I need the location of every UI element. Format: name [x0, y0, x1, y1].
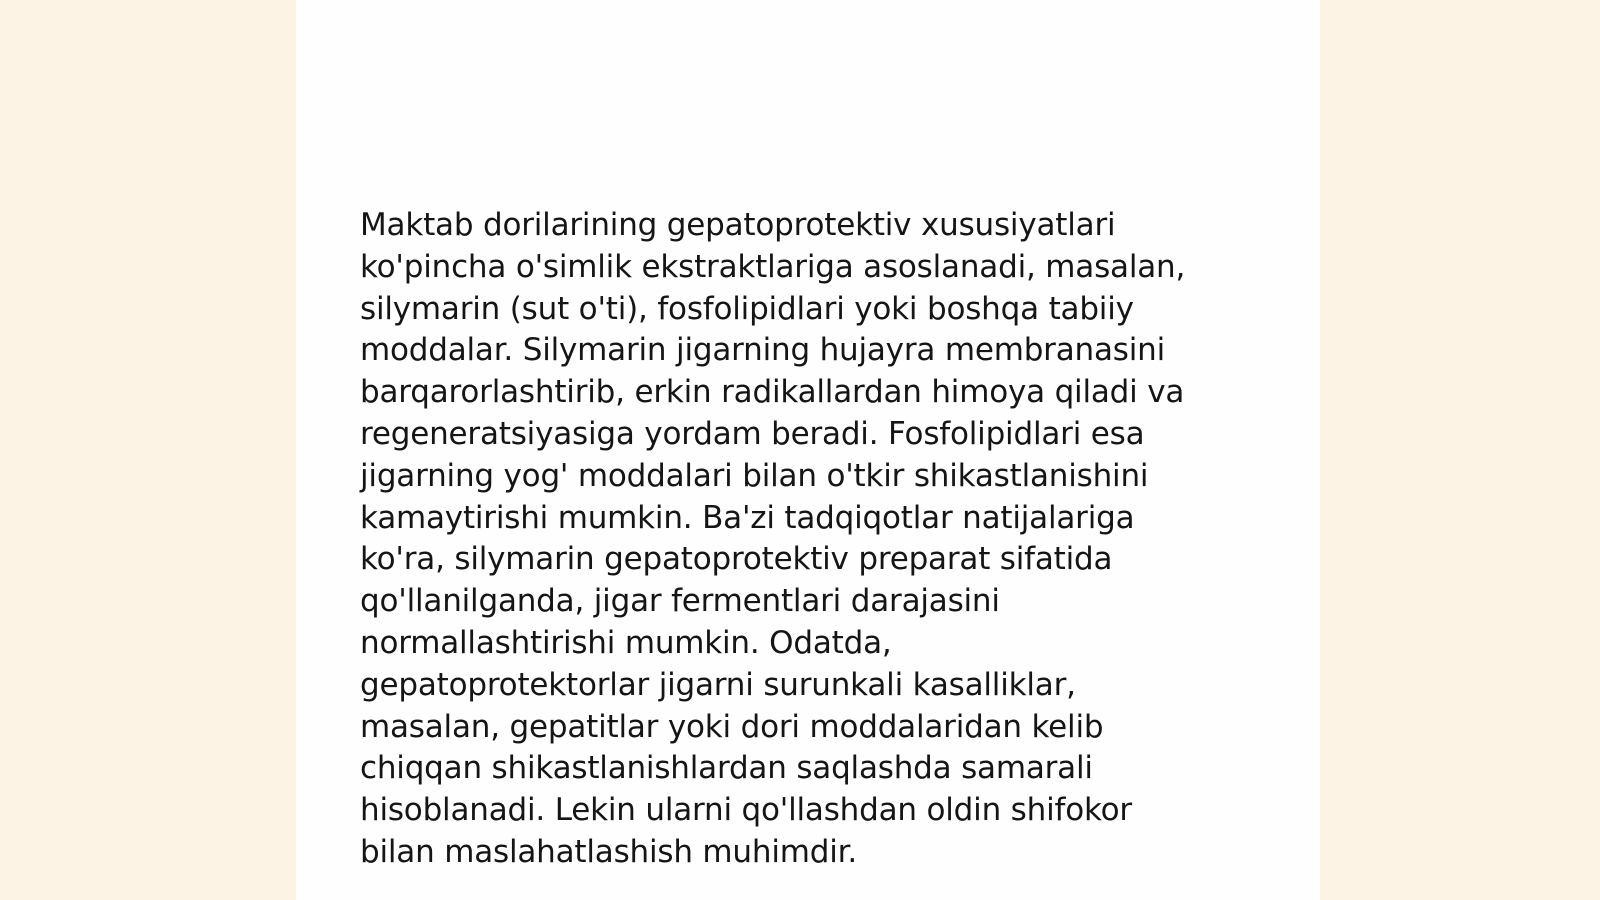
text-line: regeneratsiyasiga yordam beradi. Fosfolipidlari esa: [360, 415, 1145, 452]
text-line: masalan, gepatitlar yoki dori moddalaridan kelib: [360, 708, 1104, 745]
text-line: moddalar. Silymarin jigarning hujayra membranasini: [360, 332, 1165, 369]
text-line: barqarorlashtirib, erkin radikallardan himoya qiladi va: [360, 374, 1185, 411]
text-line: ko'pincha o'simlik ekstraktlariga asoslanadi, masalan,: [360, 248, 1186, 285]
body-paragraph: [360, 205, 1260, 874]
text-line: Maktab dorilarining gepatoprotektiv xususiyatlari: [360, 207, 1116, 243]
text-line: hisoblanadi. Lekin ularni qo'llashdan oldin shifokor: [360, 792, 1132, 829]
document-page: [296, 0, 1320, 900]
text-line: silymarin (sut o'ti), fosfolipidlari yoki boshqa tabiiy: [360, 290, 1134, 327]
text-line: chiqqan shikastlanishlardan saqlashda samarali: [360, 750, 1093, 787]
text-line: jigarning yog' moddalari bilan o'tkir shikastlanishini: [360, 457, 1149, 494]
text-line: ko'ra, silymarin gepatoprotektiv preparat sifatida: [360, 541, 1113, 578]
text-line: gepatoprotektorlar jigarni surunkali kasalliklar,: [360, 666, 1076, 703]
text-line: normallashtirishi mumkin. Odatda,: [360, 624, 892, 661]
text-line: bilan maslahatlashish muhimdir.: [360, 833, 857, 870]
text-line: qo'llanilganda, jigar fermentlari darajasini: [360, 583, 1000, 620]
text-line: kamaytirishi mumkin. Ba'zi tadqiqotlar natijalariga: [360, 499, 1135, 536]
